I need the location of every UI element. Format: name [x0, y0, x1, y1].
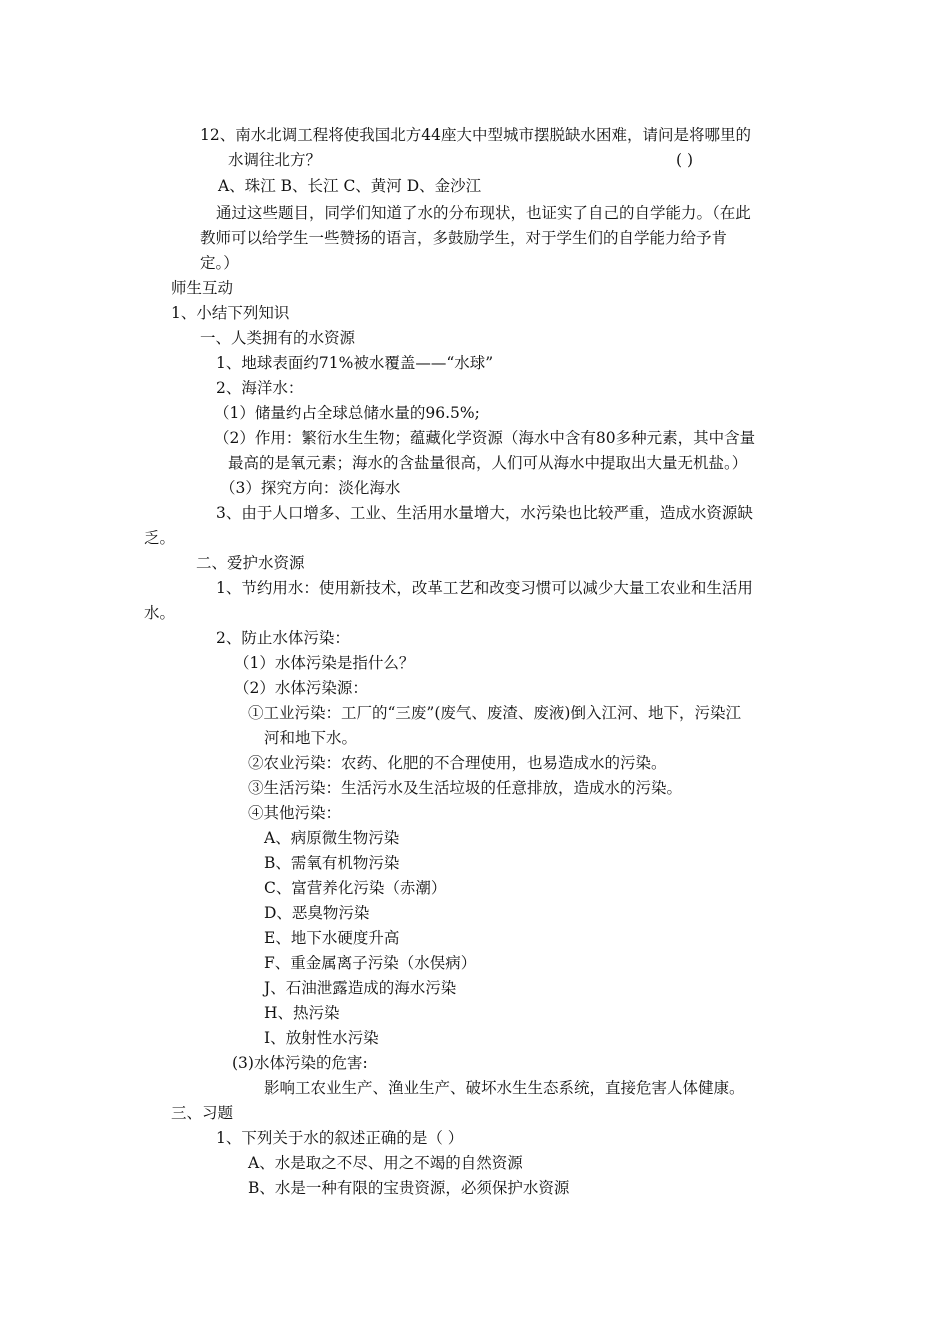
other-pollution-item: H、热污染: [264, 1004, 340, 1022]
section-title-exercises: 三、习题: [171, 1104, 234, 1122]
point-ocean-water: 2、海洋水：: [216, 379, 304, 397]
answer-blank: ( ): [676, 151, 694, 169]
other-pollution-item: E、地下水硬度升高: [264, 929, 400, 947]
question-12-line2: 水调往北方？: [228, 151, 322, 169]
other-pollution-item: B、需氧有机物污染: [264, 854, 400, 872]
other-pollution-item: F、重金属离子污染（水俣病）: [264, 954, 477, 972]
section-title-protect-water: 二、爱护水资源: [196, 554, 305, 572]
pollution-definition: （1）水体污染是指什么？: [234, 654, 415, 672]
summary-line1: 通过这些题目，同学们知道了水的分布现状，也证实了自己的自学能力。（在此: [216, 204, 751, 222]
summary-line3: 定。）: [200, 254, 239, 272]
ocean-storage: （1）储量约占全球总储水量的96.5%;: [214, 404, 480, 422]
ocean-research: （3）探究方向：淡化海水: [220, 479, 401, 497]
point-prevent-pollution: 2、防止水体污染：: [216, 629, 350, 647]
pollution-harm-body: 影响工农业生产、渔业生产、破坏水生生态系统，直接危害人体健康。: [264, 1079, 745, 1097]
other-pollution-item: D、恶臭物污染: [264, 904, 370, 922]
domestic-pollution: ③生活污染：生活污水及生活垃圾的任意排放，造成水的污染。: [248, 779, 683, 797]
section-heading-interaction: 师生互动: [171, 279, 234, 297]
ocean-function-line1: （2）作用：繁衍水生生物；蕴藏化学资源（海水中含有80多种元素，其中含量: [214, 429, 756, 447]
pollution-harm: (3)水体污染的危害:: [232, 1054, 368, 1072]
question-12-line1: 12、南水北调工程将使我国北方44座大中型城市摆脱缺水困难，请问是将哪里的: [200, 126, 751, 144]
industrial-pollution-line2: 河和地下水。: [264, 729, 358, 747]
point-earth-surface: 1、地球表面约71%被水覆盖——“水球”: [216, 354, 494, 372]
other-pollution-item: J、石油泄露造成的海水污染: [264, 979, 457, 997]
point-shortage-line2: 乏。: [144, 529, 176, 547]
exercise-1: 1、下列关于水的叙述正确的是（ ）: [216, 1129, 464, 1147]
other-pollution-item: C、富营养化污染（赤潮）: [264, 879, 447, 897]
other-pollution: ④其他污染：: [248, 804, 342, 822]
summary-line2: 教师可以给学生一些赞扬的语言，多鼓励学生，对于学生们的自学能力给予肯: [200, 229, 728, 247]
ocean-function-line2: 最高的是氧元素；海水的含盐量很高，人们可从海水中提取出大量无机盐。）: [228, 454, 748, 472]
other-pollution-item: I、放射性水污染: [264, 1029, 379, 1047]
exercise-1-option-a: A、水是取之不尽、用之不竭的自然资源: [248, 1154, 523, 1172]
question-12-options: A、珠江 B、长江 C、黄河 D、金沙江: [218, 177, 482, 195]
agricultural-pollution: ②农业污染：农药、化肥的不合理使用，也易造成水的污染。: [248, 754, 667, 772]
pollution-sources: （2）水体污染源：: [234, 679, 368, 697]
point-shortage-line1: 3、由于人口增多、工业、生活用水量增大，水污染也比较严重，造成水资源缺: [216, 504, 753, 522]
section-title-water-resources: 一、人类拥有的水资源: [200, 329, 356, 347]
point-save-water-line1: 1、节约用水：使用新技术，改革工艺和改变习惯可以减少大量工农业和生活用: [216, 579, 753, 597]
exercise-1-option-b: B、水是一种有限的宝贵资源，必须保护水资源: [248, 1179, 570, 1197]
industrial-pollution-line1: ①工业污染：工厂的“三废”(废气、废渣、废液)倒入江河、地下，污染江: [248, 704, 741, 722]
point-save-water-line2: 水。: [144, 604, 176, 622]
other-pollution-item: A、病原微生物污染: [264, 829, 400, 847]
subheading-summary: 1、小结下列知识: [171, 304, 290, 322]
